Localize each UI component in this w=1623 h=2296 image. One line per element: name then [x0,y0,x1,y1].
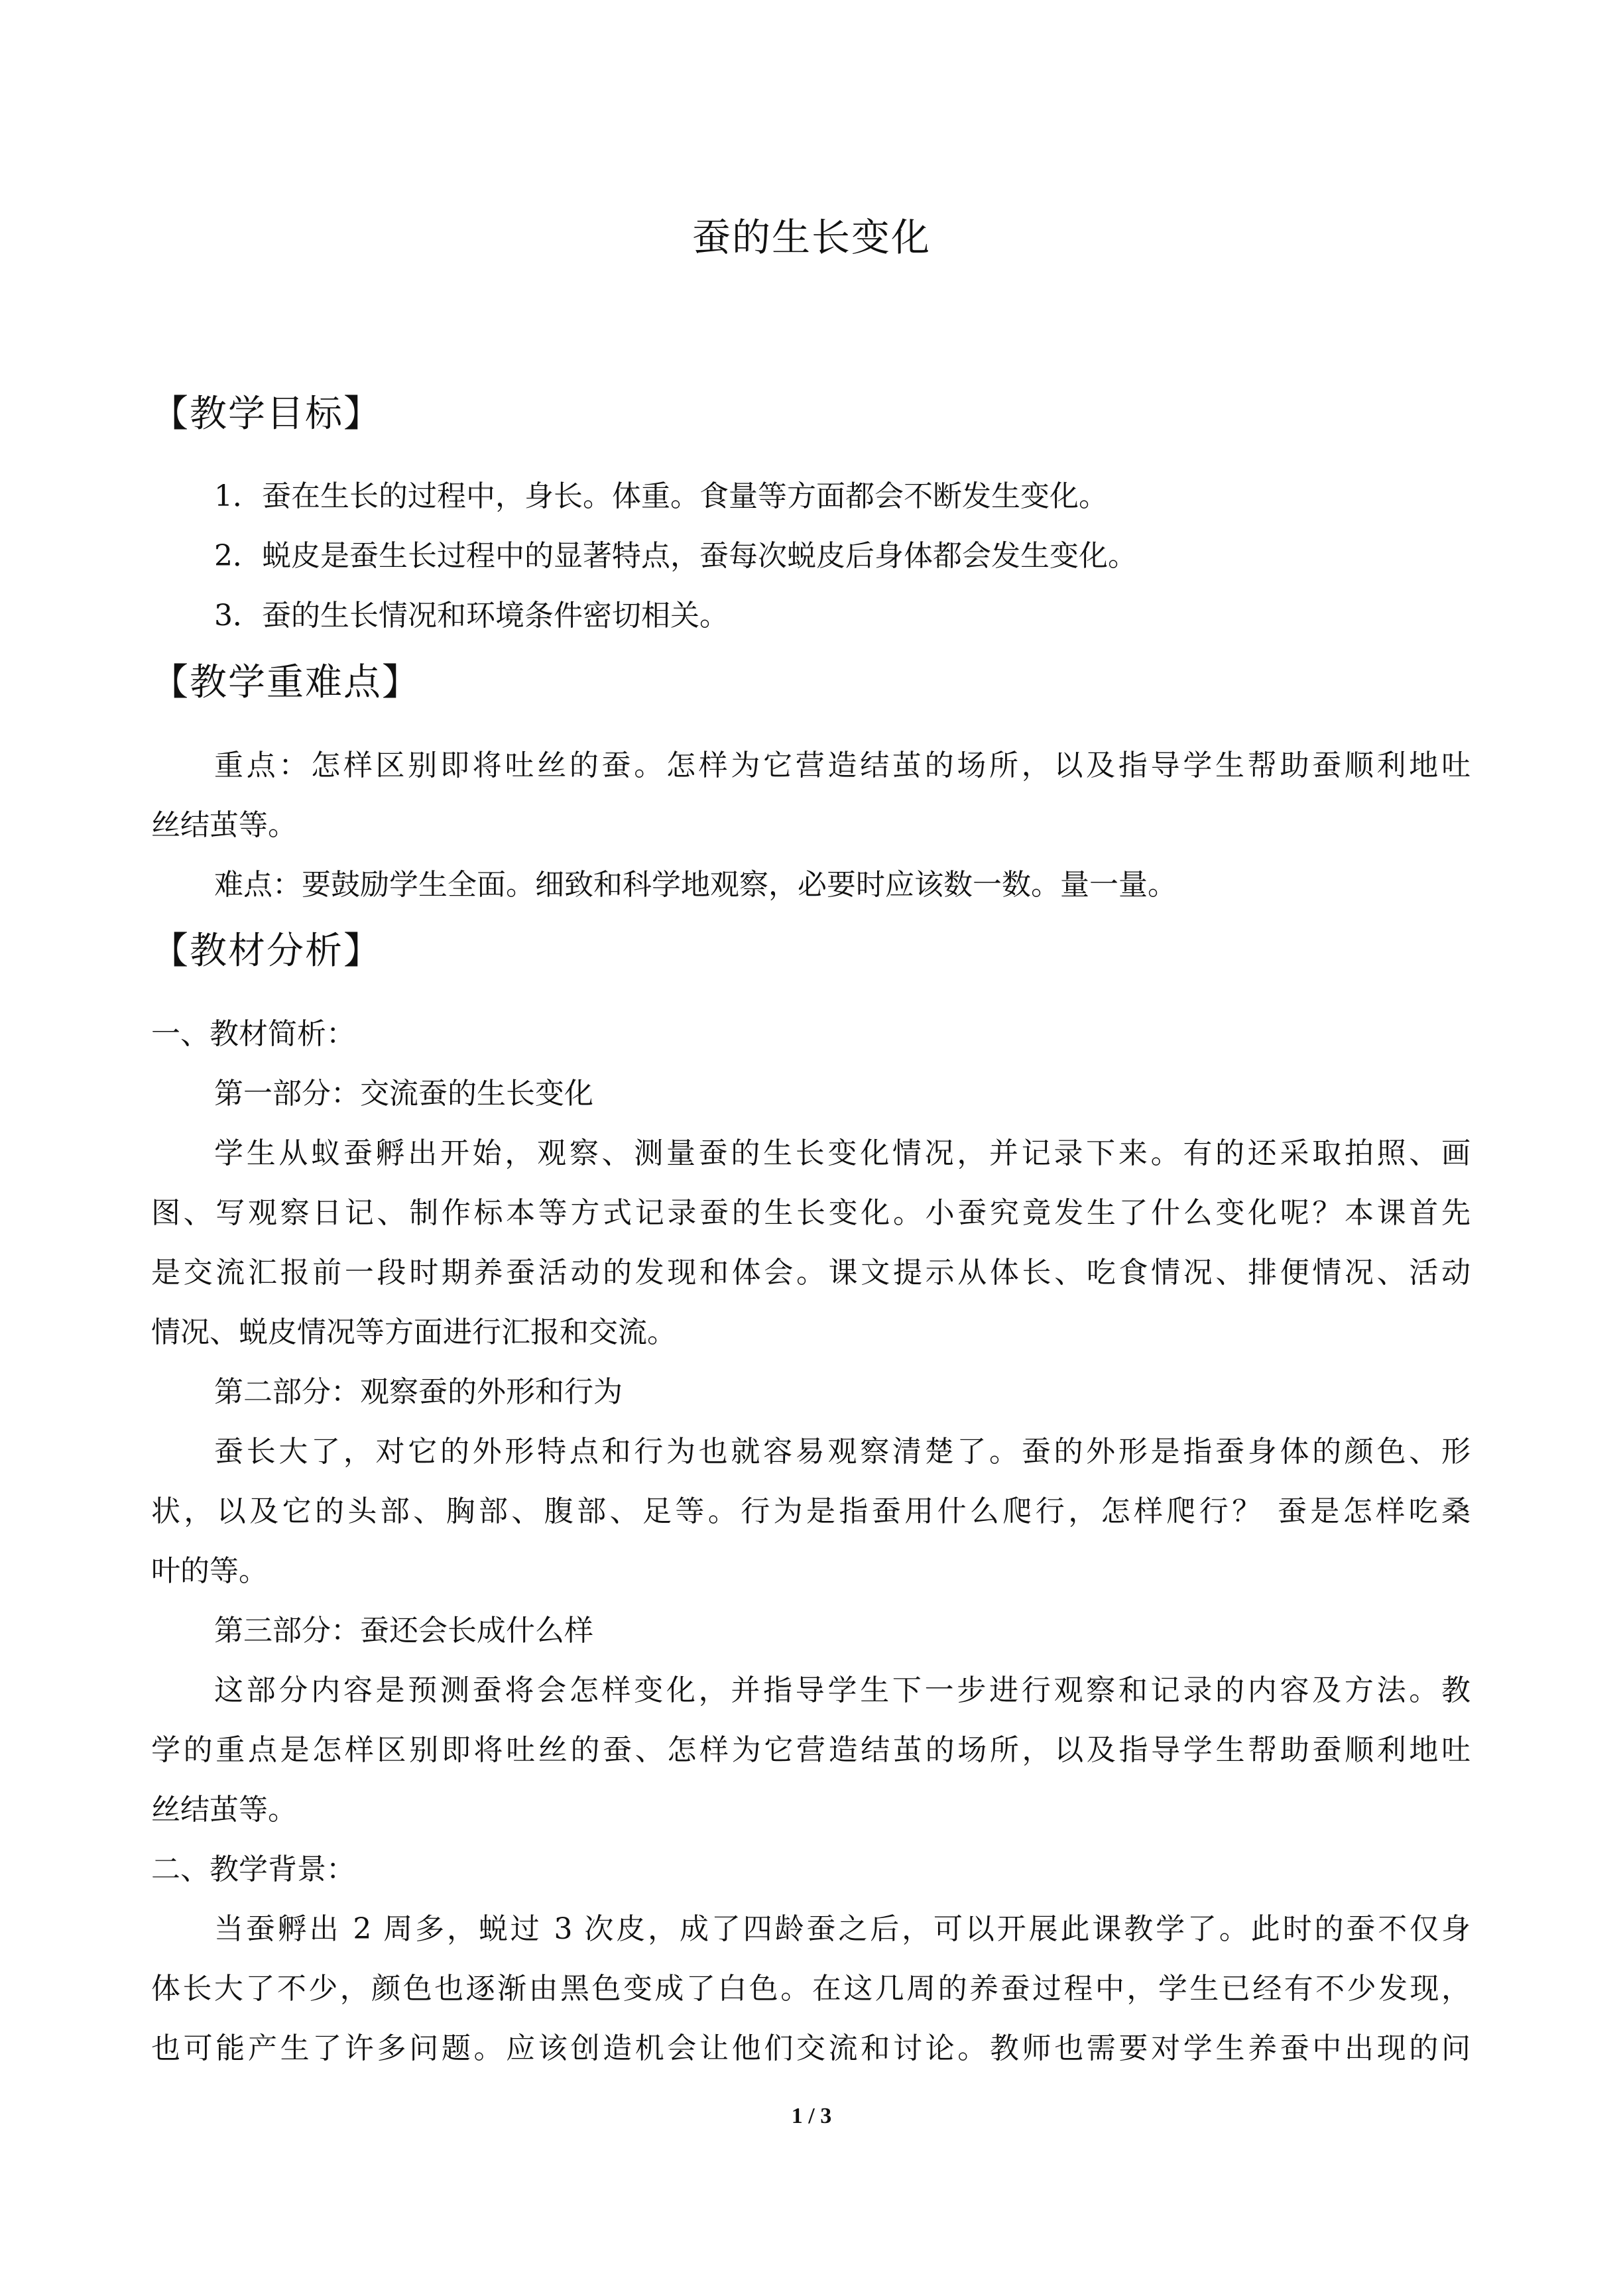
paragraph-line: 蚕长大了，对它的外形特点和行为也就容易观察清楚了。蚕的外形是指蚕身体的颜色、形 [214,1435,1471,1469]
paragraph-line: 状，以及它的头部、胸部、腹部、足等。行为是指蚕用什么爬行，怎样爬行？ 蚕是怎样吃桑 [151,1494,1471,1528]
objective-item-1: 1．蚕在生长的过程中，身长。体重。食量等方面都会不断发生变化。 [214,479,1108,513]
objective-item-2: 2．蜕皮是蚕生长过程中的显著特点，蚕每次蜕皮后身体都会发生变化。 [214,539,1137,573]
difficulty-point-line: 难点：要鼓励学生全面。细致和科学地观察，必要时应该数一数。量一量。 [214,868,1177,902]
part1-title: 第一部分：交流蚕的生长变化 [214,1077,593,1111]
paragraph-line: 情况、蜕皮情况等方面进行汇报和交流。 [151,1315,676,1349]
paragraph-line: 学的重点是怎样区别即将吐丝的蚕、怎样为它营造结茧的场所，以及指导学生帮助蚕顺利地吐 [151,1733,1471,1767]
part3-title: 第三部分：蚕还会长成什么样 [214,1614,593,1648]
key-point-line: 丝结茧等。 [151,808,297,842]
paragraph-line: 也可能产生了许多问题。应该创造机会让他们交流和讨论。教师也需要对学生养蚕中出现的问 [151,2031,1471,2065]
objective-item-3: 3．蚕的生长情况和环境条件密切相关。 [214,599,729,633]
paragraph-line: 学生从蚁蚕孵出开始，观察、测量蚕的生长变化情况，并记录下来。有的还采取拍照、画 [214,1136,1471,1170]
part2-title: 第二部分：观察蚕的外形和行为 [214,1375,623,1409]
key-point-line: 重点：怎样区别即将吐丝的蚕。怎样为它营造结茧的场所，以及指导学生帮助蚕顺利地吐 [214,749,1471,782]
paragraph-line: 是交流汇报前一段时期养蚕活动的发现和体会。课文提示从体长、吃食情况、排便情况、活动 [151,1256,1471,1290]
paragraph-line: 这部分内容是预测蚕将会怎样变化，并指导学生下一步进行观察和记录的内容及方法。教 [214,1673,1471,1707]
subsection-heading-1: 一、教材简析： [151,1017,355,1051]
heading-teaching-objectives: 【教学目标】 [151,393,382,436]
page-number: 1 / 3 [791,2104,832,2128]
heading-key-difficult-points: 【教学重难点】 [151,661,420,704]
paragraph-line: 体长大了不少，颜色也逐渐由黑色变成了白色。在这几周的养蚕过程中，学生已经有不少发现， [151,1972,1471,2006]
paragraph-line: 叶的等。 [151,1554,268,1588]
paragraph-line: 图、写观察日记、制作标本等方式记录蚕的生长变化。小蚕究竟发生了什么变化呢？本课首先 [151,1196,1471,1230]
heading-material-analysis: 【教材分析】 [151,930,382,973]
subsection-heading-2: 二、教学背景： [151,1852,355,1886]
paragraph-line: 当蚕孵出 2 周多，蜕过 3 次皮，成了四龄蚕之后，可以开展此课教学了。此时的蚕不仅身 [214,1912,1471,1946]
paragraph-line: 丝结茧等。 [151,1793,297,1827]
document-title: 蚕的生长变化 [691,215,931,260]
